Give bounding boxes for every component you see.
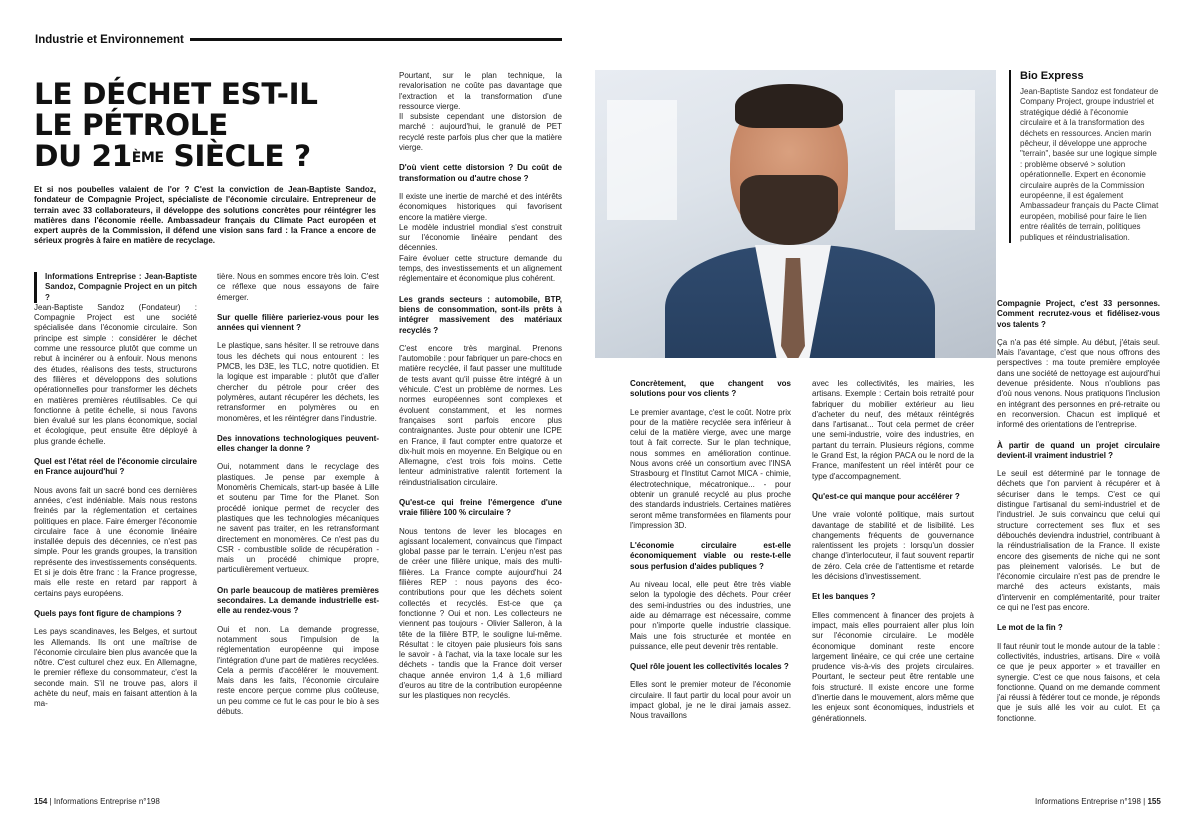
column-3 — [399, 71, 562, 702]
bio-text: Jean-Baptiste Sandoz est fondateur de Company Project, groupe industriel et stratégique dédié à l'économie circulaire et à la transformation des déchets en ressources. Ancien marin pêcheur, il développe une approche "terrain", basée sur une logique simple : problème observé > solution opérationnelle. Expert en économie circulaire auprès de la Commission européenne, il est également Ambassadeur français du Pacte Climat européen, mobilisé pour faire le lien entre réalités de terrain, politiques publiques et réindustrialisation. — [1020, 87, 1159, 242]
question-state: Quel est l'état réel de l'économie circulaire en France aujourd'hui ? — [34, 457, 197, 477]
answer-technical: Pourtant, sur le plan technique, la revalorisation ne coûte pas davantage que l'extraction et la transformation d'une ressource vierge. — [399, 71, 562, 111]
headline-line-3 — [34, 141, 374, 172]
publication-left: Informations Entreprise n°198 — [53, 797, 160, 806]
page-number-right: 155 — [1147, 797, 1161, 806]
column-6 — [997, 289, 1160, 724]
question-filiere: Sur quelle filière parieriez-vous pour les années qui viennent ? — [217, 312, 379, 333]
question-champions: Quels pays font figure de champions ? — [34, 608, 182, 618]
answer-final-word: Il faut réunir tout le monde autour de la table : collectivités, industries, artisans. Dire « voilà ce que je peux apporter » et travailler en synergie. C'est ce que nous faisons, et cela fonctionne. Quand on me demande comment j'ai réussi à fédérer tout ce monde, je réponds que je suis allé les voir au culot. Et ça fonctionne. — [997, 641, 1160, 723]
answer-local-authorities: Elles sont le premier moteur de l'économie circulaire. Il faut partir du local pour avoir un impact global, je ne le dirai jamais assez. Nous travaillons — [630, 680, 791, 721]
question-secondary-materials: On parle beaucoup de matières premières secondaires. La demande industrielle est-elle au rendez-vous ? — [217, 585, 379, 616]
headline — [34, 79, 374, 172]
footer-left: 154 | Informations Entreprise n°198 — [34, 797, 160, 806]
question-innovations: Des innovations technologiques peuvent-elles changer la donne ? — [217, 433, 379, 454]
question-sectors: Les grands secteurs : automobile, BTP, biens de consommation, sont-ils prêts à intégrer massivement des matériaux recyclés ? — [399, 294, 562, 335]
page-number-left: 154 — [34, 797, 48, 806]
answer-secondary-materials: Oui et non. La demande progresse, notamment sous l'impulsion de la réglementation européenne qui impose l'intégration d'une part de matières recyclées. Cela a permis d'accélérer le mouvement. Mais dans les faits, l'économie circulaire reste encore perçue comme plus coûteuse, un peu comme ce fut le cas pour le bio à ses débuts. — [217, 624, 379, 716]
answer-authorities-continued: avec les collectivités, les mairies, les artisans. Exemple : Certain bois retraité pour fabriquer du mobilier extérieur au lieu d'acheter du neuf, des métaux réintégrés dans l'artisanat... Tout cela permet de créer une semi-industrie, voire des industries, en partant du terrain. Plusieurs régions, comme le Grand Est, la région PACA ou le nord de la France, manifestent un réel intérêt pour ce type d'accompagnement. — [812, 379, 974, 481]
publication-right: Informations Entreprise n°198 — [1035, 797, 1141, 806]
bio-express-box — [1009, 70, 1161, 243]
background-window — [895, 90, 975, 230]
answer-state: Nous avons fait un sacré bond ces dernières années, c'est indéniable. Mais nous restons freinés par la réglementation et certaines politiques en place. Faire émerger l'économie circulaire face à une économie linéaire installée depuis des décennies, ce n'est pas simple. Pour les grands groupes, la transition représente des investissements conséquents. Et si je dois être franc : la France progresse, mais elle reste en retard par rapport à certains pays européens. — [34, 485, 197, 598]
answer-banks: Elles commencent à financer des projets à impact, mais elles pourraient aller plus loin sur l'économie circulaire. Le modèle économique dominant reste encore largement linéaire, ce qui crée une certaine prudence vis-à-vis des projets circulaires. Pourtant, le secteur peut être rentable une fois structuré. Il existe encore une forme d'inertie dans le mouvement, alors même que les enjeux sont économiques, industriels et générationnels. — [812, 610, 974, 723]
answer-viability: Au niveau local, elle peut être très viable selon la typologie des déchets. Pour créer des semi-industries ou des industries, une aide au démarrage est nécessaire, comme pour n'importe quelle industrie classique. Mais une fois structurée et montée en puissance, elle peut devenir très rentable. — [630, 580, 791, 651]
answer-sectors: C'est encore très marginal. Prenons l'automobile : pour fabriquer un pare-chocs en matière recyclée, il faut passer une multitude de tests avant qu'il puisse être intégré à un véhicule. C'est un problème de normes. Les normes européennes sont complexes et évoluent constamment, et les normes françaises sont parfois encore plus contraignantes. Juste pour obtenir une ICPE en France, il faut compter entre quatorze et dix-huit mois en moyenne. En Belgique ou en Allemagne, c'est trois fois moins. Cette lenteur administrative ralentit fortement la réindustrialisation circulaire. — [399, 343, 562, 487]
question-industrial: À partir de quand un projet circulaire devient-il vraiment industriel ? — [997, 440, 1160, 460]
answer-champions: Les pays scandinaves, les Belges, et surtout les Allemands. Ils ont une maîtrise de l'économie circulaire bien plus avancée que la nôtre. C'est culturel chez eux. En Allemagne, le premier réflexe du consommateur, c'est la seconde main. S'il ne trouve pas, alors il achète du neuf, mais en faisant attention à la ma- — [34, 627, 197, 709]
column-1 — [34, 272, 197, 710]
answer-accelerate: Une vraie volonté politique, mais surtout davantage de stabilité et de lisibilité. Les changements fréquents de gouvernance ralentissent les projets : lorsqu'un dossier change d'interlocuteur, il faut souvent repartir de zéro. Cela crée de l'attentisme et retarde les décisions d'investissement. — [812, 510, 974, 582]
headline-line-2: LE PÉTROLE — [34, 108, 228, 142]
answer-innovations: Oui, notamment dans le recyclage des plastiques. Je pense par exemple à Monomèris Chemicals, start-up basée à Lille et soutenu par Time for the Planet. Son procédé ionique permet de recycler des plastiques que les technologies mécaniques ne savent pas traiter, en les retransformant directement en monomères. Ce n'est pas du CSR - combustible solide de récupération - mais un procédé chimique propre, particulièrement vertueux. — [217, 462, 379, 575]
question-banks: Et les banques ? — [812, 592, 876, 602]
question-accelerate: Qu'est-ce qui manque pour accélérer ? — [812, 491, 960, 501]
question-viability: L'économie circulaire est-elle économiquement viable ou reste-t-elle sous perfusion d'aides publiques ? — [630, 541, 791, 571]
question-local-authorities: Quel rôle jouent les collectivités locales ? — [630, 662, 789, 672]
lede: Et si nos poubelles valaient de l'or ? C'est la conviction de Jean-Baptiste Sandoz, fondateur de Compagnie Project, spécialiste de l'économie circulaire. Entrepreneur de terrain avec 33 collaborateurs, il développe des solutions concrètes pour réintégrer les matières dans l'économie réelle. Ambassadeur français du Climate Pact européen et expert auprès de la Commission, il défend une vision sans fard : la France a encore de sérieux progrès à faire en matière de recyclage. — [34, 185, 376, 246]
bio-title: Bio Express — [1020, 70, 1084, 82]
answer-linear-model: Le modèle industriel mondial s'est construit sur l'économie linéaire pendant des décennies. — [399, 222, 562, 253]
answer-recruitment: Ça n'a pas été simple. Au début, j'étais seul. Mais l'avantage, c'est que nous offrons des perspectives : ma toute première employée dans une société de nettoyage est aujourd'hui devenue présidente. Nous n'oublions pas d'où nous venons. Nous pratiquons l'inclusion en intégrant des personnes en pré-retraite ou en reconversion. Chacun est impliqué et informé des orientations de l'entreprise. — [997, 337, 1160, 430]
question-distortion: D'où vient cette distorsion ? Du coût de transformation ou d'autre chose ? — [399, 163, 562, 183]
footer-right: Informations Entreprise n°198 | 155 — [1035, 797, 1161, 806]
question-clients: Concrètement, que changent vos solutions pour vos clients ? — [630, 379, 791, 399]
answer-pitch: Jean-Baptiste Sandoz (Fondateur) : Compagnie Project est une société spécialisée dans l'économie circulaire. Son principe est simple : considérer le déchet comme une ressource plutôt que comme un rebut à incinérer ou à enfouir. Nous menons des études, réalisons des tests, structurons des filières et développons des solutions opérationnelles pour transformer les déchets en matières premières réutilisables. Ce qui fonctionne à petite échelle, si nous l'avons bien évalué sur les plans économique, social et écologique, peut ensuite être déployé à plus grande échelle. — [34, 302, 197, 446]
section-label: Industrie et Environnement — [35, 34, 184, 46]
question-recruitment: Compagnie Project, c'est 33 personnes. Comment recrutez-vous et fidélisez-vous vos talents ? — [997, 299, 1160, 329]
answer-filiere: Le plastique, sans hésiter. Il se retrouve dans tous les déchets qui nous entourent : les PMCB, les D3E, les TLC, notre quotidien. Et la logique est imparable : plutôt que d'aller chercher du pétrole pour créer des polymères, autant récupérer les déchets, les retransformer en polymères ou en monomères, et les réintégrer dans l'industrie. — [217, 341, 379, 423]
answer-clients: Le premier avantage, c'est le coût. Notre prix pour de la matière recyclée sera inférieur à celui de la matière vierge, avec une marge tout à fait correcte. Sur le plan technique, nous sommes en amélioration continue. Nous avons créé un consortium avec l'INSA Strasbourg et l'Institut Carnot MICA - chimie, électrotechnique, mécatronique... - pour obtenir un granulé recyclé au plus proche des standards industriels. Certaines matières seront même transformées en filaments pour l'impression 3D. — [630, 407, 791, 530]
answer-distortion: Il subsiste cependant une distorsion de marché : aujourd'hui, le granulé de PET recyclé reste parfois plus cher que la matière vierge. — [399, 112, 562, 153]
portrait-photo — [595, 70, 996, 358]
background-window — [607, 100, 677, 220]
column-4 — [630, 379, 791, 722]
portrait-beard — [740, 175, 838, 245]
headline-superscript: ÈME — [131, 150, 164, 166]
headline-line-3-post: SIÈCLE ? — [163, 139, 311, 173]
answer-inertia: Il existe une inertie de marché et des intérêts économiques historiques qui favorisent encore la matière vierge. — [399, 191, 562, 222]
answer-evolution: Faire évoluer cette structure demande du temps, des investissements et un alignement réglementaire et économique plus cohérent. — [399, 253, 562, 284]
question-circular-filiere: Qu'est-ce qui freine l'émergence d'une vraie filière 100 % circulaire ? — [399, 497, 562, 518]
column-5 — [812, 379, 974, 724]
answer-circular-filiere: Nous tentons de lever les blocages en agissant localement, convaincus que l'impact global passe par le terrain. L'enjeu n'est pas de créer une filière unique, mais des multi-filières. La France compte aujourd'hui 24 filières REP : nous payons des éco-contributions pour que les déchets soient collectés et recyclés. Est-ce que ça fonctionne ? Oui et non. Les collecteurs ne viennent pas toujours - Olivier Salleron, à la tête de la filière BTP, le souligne lui-même. Résultat : le citoyen paie plusieurs fois sans le savoir - à l'achat, via la taxe locale sur les déchets - tandis que la France doit verser chaque année environ 1,4 à 1,6 milliard d'euros au titre de la contribution européenne sur les plastiques non recyclés. — [399, 526, 562, 701]
headline-line-3-pre: DU 21 — [34, 139, 132, 173]
question-final-word: Le mot de la fin ? — [997, 623, 1063, 633]
headline-line-1: LE DÉCHET EST-IL — [34, 77, 318, 111]
answer-industrial: Le seuil est déterminé par le tonnage de déchets que l'on parvient à récupérer et à sécuriser dans le temps. C'est ce qui distingue l'artisanal du semi-industriel et de l'industriel. Je suis convaincu que celui qui structure correctement ses flux et ses débouchés deviendra industriel, contribuant à la réindustrialisation de la France. Il existe encore des gisements de niche qui ne sont pas pleinement valorisés. Le but de l'économie circulaire n'est pas de prendre le marché des acteurs existants, mais d'intervenir en complémentarité, pour traiter ce qui ne l'est pas encore. — [997, 469, 1160, 613]
portrait-hair — [735, 84, 843, 128]
answer-continued: tière. Nous en sommes encore très loin. C'est ce réflexe que nous essayons de faire émerger. — [217, 272, 379, 302]
intro-question: Informations Entreprise : Jean-Baptiste Sandoz, Compagnie Project en un pitch ? — [34, 272, 197, 303]
column-2 — [217, 272, 379, 717]
section-rule — [190, 38, 562, 41]
